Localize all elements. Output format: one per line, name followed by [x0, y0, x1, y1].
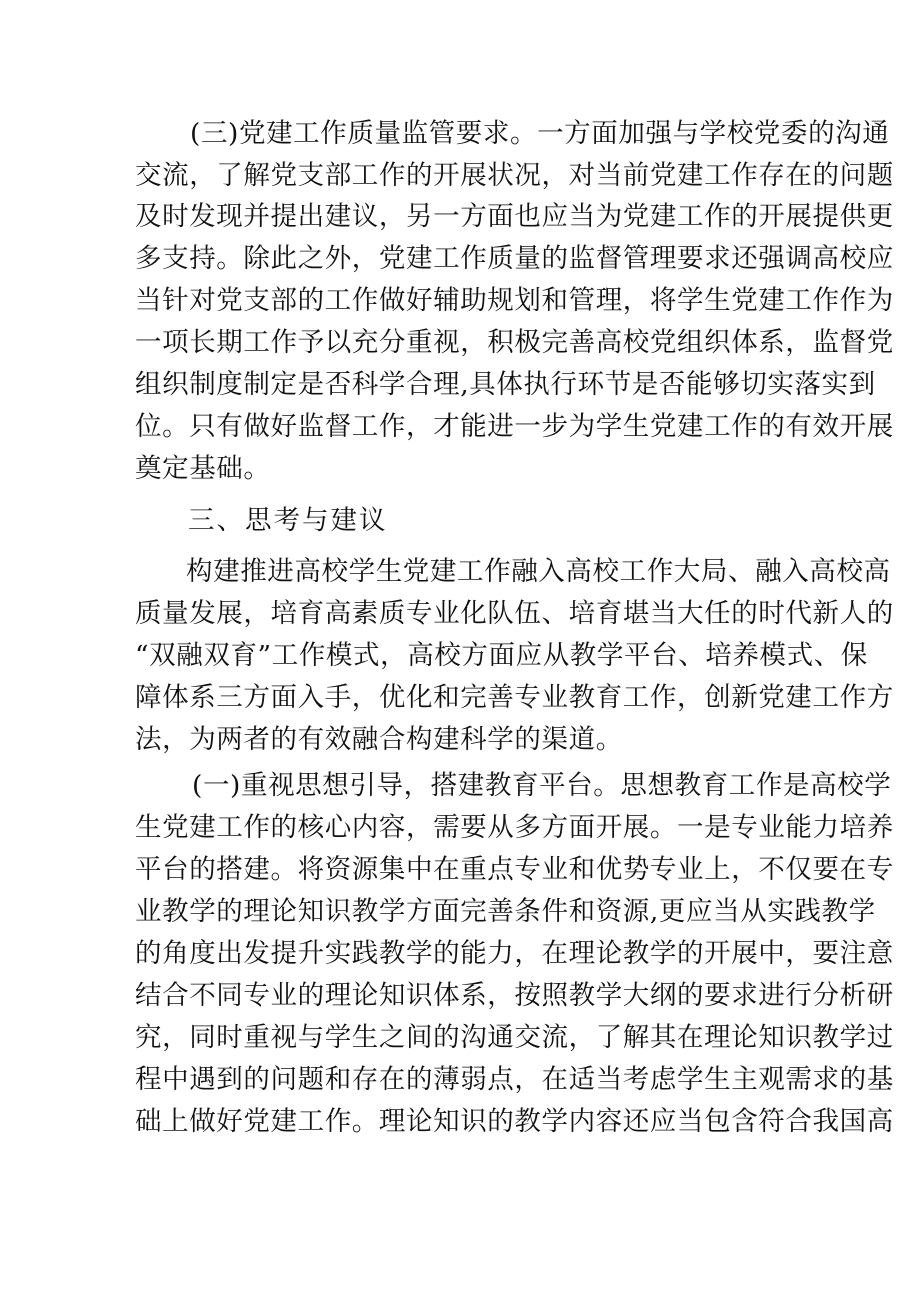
paragraph-1-line-9: 础上做好党建工作。理论知识的教学内容还应当包含符合我国高 [135, 1106, 894, 1137]
intro-line-5: 法，为两者的有效融合构建科学的渠道。 [135, 724, 623, 755]
paragraph-1-line-6: 结合不同专业的理论知识体系，按照教学大纲的要求进行分析研 [135, 980, 894, 1011]
paragraph-1-line-3: 平台的搭建。将资源集中在重点专业和优势专业上，不仅要在专 [135, 854, 894, 885]
paragraph-3-line-8: 位。只有做好监督工作，才能进一步为学生党建工作的有效开展 [135, 411, 894, 442]
paragraph-1-line-1: (一)重视思想引导，搭建教育平台。思想教育工作是高校学 [192, 770, 892, 801]
paragraph-3-line-4: 多支持。除此之外，党建工作质量的监督管理要求还强调高校应 [135, 243, 894, 274]
paragraph-1-line-7: 究，同时重视与学生之间的沟通交流，了解其在理论知识教学过 [135, 1022, 894, 1053]
intro-line-2: 质量发展，培育高素质专业化队伍、培育堪当大任的时代新人的 [135, 598, 894, 629]
section-heading: 三、思考与建议 [188, 505, 388, 536]
paragraph-1-line-2: 生党建工作的核心内容，需要从多方面开展。一是专业能力培养 [135, 812, 894, 843]
paragraph-3-line-6: 一项长期工作予以充分重视，积极完善高校党组织体系，监督党 [135, 327, 894, 358]
paragraph-1-line-8: 程中遇到的问题和存在的薄弱点，在适当考虑学生主观需求的基 [135, 1064, 894, 1095]
intro-line-3: “双融双育”工作模式，高校方面应从教学平台、培养模式、保 [135, 640, 868, 671]
paragraph-3-line-9: 奠定基础。 [135, 453, 271, 484]
intro-line-4: 障体系三方面入手，优化和完善专业教育工作，创新党建工作方 [135, 682, 894, 713]
intro-line-1: 构建推进高校学生党建工作融入高校工作大局、融入高校高 [186, 556, 891, 587]
paragraph-3-line-7: 组织制度制定是否科学合理,具体执行环节是否能够切实落实到 [135, 369, 876, 400]
paragraph-1-line-5: 的角度出发提升实践教学的能力，在理论教学的开展中，要注意 [135, 938, 894, 969]
paragraph-3-line-5: 当针对党支部的工作做好辅助规划和管理，将学生党建工作作为 [135, 285, 894, 316]
paragraph-3-line-2: 交流，了解党支部工作的开展状况，对当前党建工作存在的问题 [135, 160, 894, 191]
paragraph-3-line-1: (三)党建工作质量监管要求。一方面加强与学校党委的沟通 [190, 118, 890, 149]
paragraph-3-line-3: 及时发现并提出建议，另一方面也应当为党建工作的开展提供更 [135, 201, 894, 232]
paragraph-1-line-4: 业教学的理论知识教学方面完善条件和资源,更应当从实践教学 [135, 896, 876, 927]
